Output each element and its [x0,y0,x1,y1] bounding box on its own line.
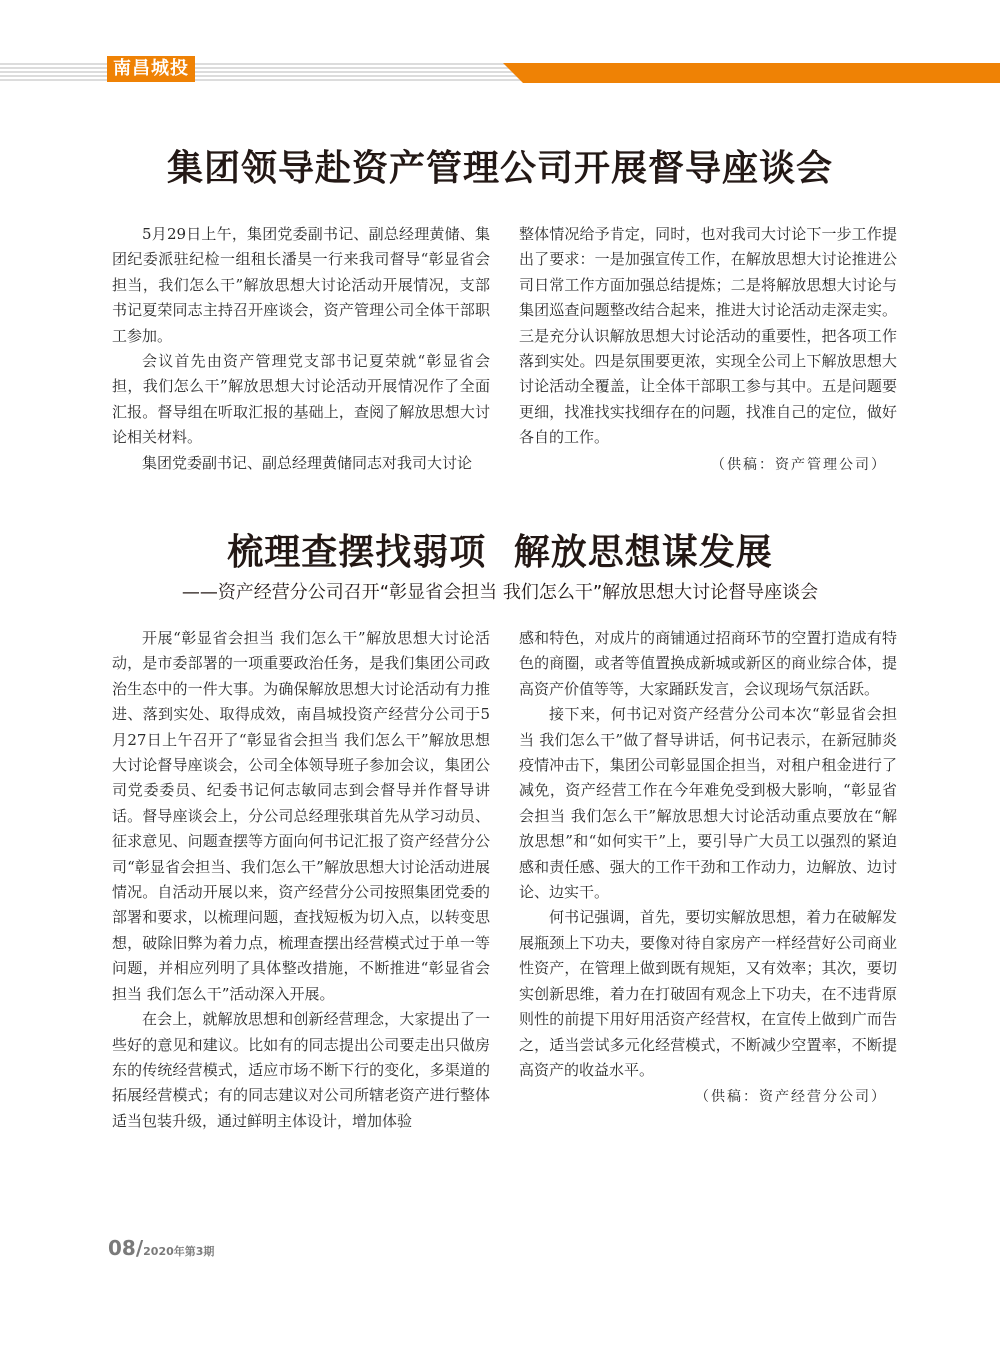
article1-right-column [519,222,897,478]
article1-credit: （供稿：资产管理公司） [711,456,887,473]
section-brand-tag: 南昌城投 [107,56,195,82]
article2-paragraph-continued: 感和特色，对成片的商铺通过招商环节的空置打造成有特色的商圈，或者等值置换成新城或新区的商业综合体，提高资产价值等等，大家踊跃发言，会议现场气氛活跃。 [519,629,897,698]
article2-right-column [519,626,897,1111]
header-stripes [0,63,530,83]
issue-label: 2020年第3期 [143,1245,215,1258]
article1-left-column [112,222,490,476]
article2-paragraph: 开展“彰显省会担当 我们怎么干”解放思想大讨论活动，是市委部署的一项重要政治任务，是我们集团公司政治生态中的一件大事。为确保解放思想大讨论活动有力推进、落到实处、取得成效，南昌城投资产经营分公司于5月27日上午召开了“彰显省会担当 我们怎么干”解放思想大讨论督导座谈会，公司全体领导班子参加会议，集团公司党委委员、纪委书记何志敏同志到会督导并作督导讲话。督导座谈会上，分公司总经理张琪首先从学习动员、征求意见、问题查摆等方面向何书记汇报了资产经营分公司“彰显省会担当、我们怎么干”解放思想大讨论活动进展情况。自活动开展以来，资产经营分公司按照集团党委的部署和要求，以梳理问题，查找短板为切入点，以转变思想，破除旧弊为着力点，梳理查摆出经营模式过于单一等问题，并相应列明了具体整改措施，不断推进“彰显省会担当 我们怎么干”活动深入开展。 [112,629,490,1003]
article1-paragraph: 会议首先由资产管理党支部书记夏荣就“彰显省会担，我们怎么干”解放思想大讨论活动开展情况作了全面汇报。督导组在听取汇报的基础上，查阅了解放思想大讨论相关材料。 [112,352,490,447]
article2-paragraph: 在会上，就解放思想和创新经营理念，大家提出了一些好的意见和建议。比如有的同志提出公司要走出只做房东的传统经营模式，适应市场不断下行的变化，多渠道的拓展经营模式；有的同志建议对公司所辖老资产进行整体适当包装升级，通过鲜明主体设计，增加体验 [112,1010,490,1130]
article2-subtitle: ——资产经营分公司召开“彰显省会担当 我们怎么干”解放思想大讨论督导座谈会 [181,582,819,603]
article1-paragraph: 5月29日上午，集团党委副书记、副总经理黄储、集团纪委派驻纪检一组租长潘昊一行来我司督导“彰显省会担当，我们怎么干”解放思想大讨论活动开展情况，支部书记夏荣同志主持召开座谈会，资产管理公司全体干部职工参加。 [112,225,490,345]
article2-left-column [112,626,490,1134]
page-number: 08/ [108,1236,144,1260]
page-folio [108,1236,214,1260]
header-accent-bar [503,63,1000,83]
article2-paragraph: 何书记强调，首先，要切实解放思想，着力在破解发展瓶颈上下功夫，要像对待自家房产一样经营好公司商业性资产，在管理上做到既有规矩，又有效率；其次，要切实创新思维，着力在打破固有观念上下功夫，在不违背原则性的前提下用好用活资产经营权，在宣传上做到广而告之，适当尝试多元化经营模式，不断减少空置率，不断提高资产的收益水平。 [519,908,897,1079]
article1-title: 集团领导赴资产管理公司开展督导座谈会 [166,148,833,189]
article2-credit: （供稿：资产经营分公司） [695,1089,887,1106]
article2-title: 梳理查摆找弱项 解放思想谋发展 [227,532,773,573]
article1-paragraph: 整体情况给予肯定，同时，也对我司大讨论下一步工作提出了要求：一是加强宣传工作，在解放思想大讨论推进公司日常工作方面加强总结提炼；二是将解放思想大讨论与集团巡查问题整改结合起来，推进大讨论活动走深走实。三是充分认识解放思想大讨论活动的重要性，把各项工作落到实处。四是氛围要更浓，实现全公司上下解放思想大讨论活动全覆盖，让全体干部职工参与其中。五是问题要更细，找准找实找细存在的问题，找准自己的定位，做好各自的工作。 [519,225,897,447]
article2-paragraph: 接下来，何书记对资产经营分公司本次“彰显省会担当 我们怎么干”做了督导讲话，何书记表示，在新冠肺炎疫情冲击下，集团公司彰显国企担当，对租户租金进行了减免，资产经营工作在今年难免受到极大影响，“彰显省会担当 我们怎么干”解放思想大讨论活动重点要放在“解放思想”和“如何实干”上，要引导广大员工以强烈的紧迫感和责任感、强大的工作干劲和工作动力，边解放、边讨论、边实干。 [519,705,897,902]
article1-paragraph: 集团党委副书记、副总经理黄储同志对我司大讨论 [142,453,473,472]
